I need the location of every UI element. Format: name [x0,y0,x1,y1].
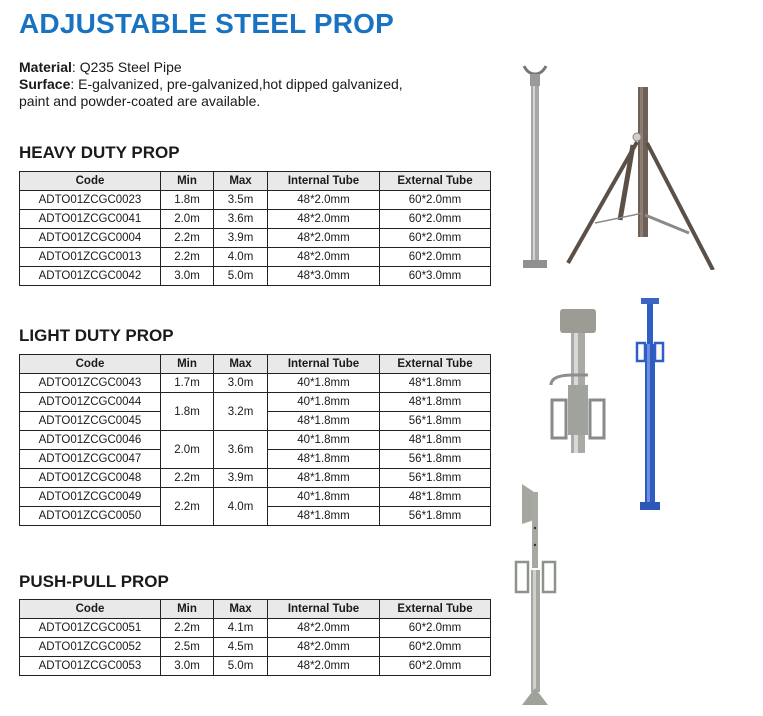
cell-min: 1.8m [161,393,214,431]
cell-internal: 48*2.0mm [268,210,380,229]
col-code: Code [20,355,161,374]
cell-code: ADTO01ZCGC0047 [20,450,161,469]
push-pull-title: PUSH-PULL PROP [19,572,169,591]
light-duty-title: LIGHT DUTY PROP [19,326,174,345]
cell-min: 2.2m [161,229,214,248]
cell-internal: 48*2.0mm [268,248,380,267]
cell-internal: 48*1.8mm [268,412,380,431]
cell-max: 4.5m [214,638,268,657]
cell-external: 60*2.0mm [380,191,491,210]
cell-min: 2.2m [161,248,214,267]
col-external: External Tube [380,172,491,191]
cell-code: ADTO01ZCGC0050 [20,507,161,526]
cell-internal: 48*1.8mm [268,450,380,469]
cell-code: ADTO01ZCGC0042 [20,267,161,286]
table-row [20,374,491,393]
cell-code: ADTO01ZCGC0046 [20,431,161,450]
cell-max: 3.2m [214,393,268,431]
col-internal: Internal Tube [268,172,380,191]
cell-internal: 48*1.8mm [268,469,380,488]
cell-min: 2.2m [161,469,214,488]
cell-internal: 40*1.8mm [268,374,380,393]
cell-external: 60*2.0mm [380,619,491,638]
table-row [20,638,491,657]
table-header-row [20,355,491,374]
light-duty-table [19,354,491,526]
table-row [20,210,491,229]
heavy-prop-image [520,62,550,272]
cell-max: 3.9m [214,469,268,488]
light-prop-closeup-image [548,305,608,455]
col-max: Max [214,600,268,619]
cell-code: ADTO01ZCGC0048 [20,469,161,488]
cell-code: ADTO01ZCGC0013 [20,248,161,267]
cell-min: 3.0m [161,267,214,286]
cell-external: 48*1.8mm [380,431,491,450]
col-code: Code [20,172,161,191]
page-title: ADJUSTABLE STEEL PROP [19,8,394,39]
cell-external: 56*1.8mm [380,469,491,488]
cell-external: 60*2.0mm [380,229,491,248]
col-code: Code [20,600,161,619]
cell-max: 3.5m [214,191,268,210]
push-pull-prop-image [512,480,558,710]
heavy-duty-table [19,171,491,286]
cell-internal: 40*1.8mm [268,393,380,412]
table-row [20,229,491,248]
cell-external: 48*1.8mm [380,393,491,412]
table-row [20,657,491,676]
table-row [20,431,491,450]
table-row [20,191,491,210]
col-max: Max [214,172,268,191]
cell-code: ADTO01ZCGC0041 [20,210,161,229]
cell-max: 4.0m [214,488,268,526]
cell-internal: 48*2.0mm [268,638,380,657]
material-value: : Q235 Steel Pipe [71,59,182,75]
cell-code: ADTO01ZCGC0044 [20,393,161,412]
cell-internal: 48*2.0mm [268,619,380,638]
cell-external: 48*1.8mm [380,374,491,393]
cell-max: 4.0m [214,248,268,267]
cell-max: 3.0m [214,374,268,393]
table-row [20,619,491,638]
cell-internal: 40*1.8mm [268,431,380,450]
cell-code: ADTO01ZCGC0052 [20,638,161,657]
cell-max: 4.1m [214,619,268,638]
cell-internal: 48*1.8mm [268,507,380,526]
cell-code: ADTO01ZCGC0004 [20,229,161,248]
cell-external: 56*1.8mm [380,412,491,431]
cell-internal: 48*2.0mm [268,229,380,248]
cell-external: 60*2.0mm [380,638,491,657]
table-row [20,267,491,286]
col-internal: Internal Tube [268,355,380,374]
tripod-prop-image [565,85,715,270]
cell-max: 5.0m [214,657,268,676]
col-external: External Tube [380,355,491,374]
cell-code: ADTO01ZCGC0045 [20,412,161,431]
table-row [20,248,491,267]
cell-code: ADTO01ZCGC0051 [20,619,161,638]
cell-min: 1.7m [161,374,214,393]
surface-value-line2: paint and powder-coated are available. [19,93,261,109]
cell-external: 60*2.0mm [380,210,491,229]
col-internal: Internal Tube [268,600,380,619]
surface-label: Surface [19,76,71,92]
cell-external: 60*2.0mm [380,248,491,267]
col-min: Min [161,600,214,619]
cell-code: ADTO01ZCGC0053 [20,657,161,676]
table-row [20,469,491,488]
cell-internal: 48*3.0mm [268,267,380,286]
col-min: Min [161,355,214,374]
cell-min: 2.0m [161,210,214,229]
cell-min: 2.2m [161,619,214,638]
cell-max: 3.6m [214,431,268,469]
table-row [20,393,491,412]
cell-code: ADTO01ZCGC0049 [20,488,161,507]
table-row [20,488,491,507]
table-header-row [20,172,491,191]
cell-min: 2.5m [161,638,214,657]
cell-max: 3.9m [214,229,268,248]
cell-external: 56*1.8mm [380,507,491,526]
cell-min: 2.0m [161,431,214,469]
cell-internal: 48*2.0mm [268,657,380,676]
cell-max: 5.0m [214,267,268,286]
cell-external: 48*1.8mm [380,488,491,507]
push-pull-table [19,599,491,676]
col-external: External Tube [380,600,491,619]
cell-code: ADTO01ZCGC0043 [20,374,161,393]
cell-min: 3.0m [161,657,214,676]
col-max: Max [214,355,268,374]
cell-min: 1.8m [161,191,214,210]
cell-external: 60*3.0mm [380,267,491,286]
col-min: Min [161,172,214,191]
blue-light-prop-image [632,296,668,514]
cell-max: 3.6m [214,210,268,229]
cell-external: 56*1.8mm [380,450,491,469]
cell-internal: 48*2.0mm [268,191,380,210]
material-label: Material [19,59,72,75]
surface-value: : E-galvanized, pre-galvanized,hot dipped galvanized, [70,76,403,92]
heavy-duty-title: HEAVY DUTY PROP [19,143,180,162]
intro-text [19,59,403,110]
cell-external: 60*2.0mm [380,657,491,676]
cell-internal: 40*1.8mm [268,488,380,507]
cell-min: 2.2m [161,488,214,526]
cell-code: ADTO01ZCGC0023 [20,191,161,210]
table-header-row [20,600,491,619]
